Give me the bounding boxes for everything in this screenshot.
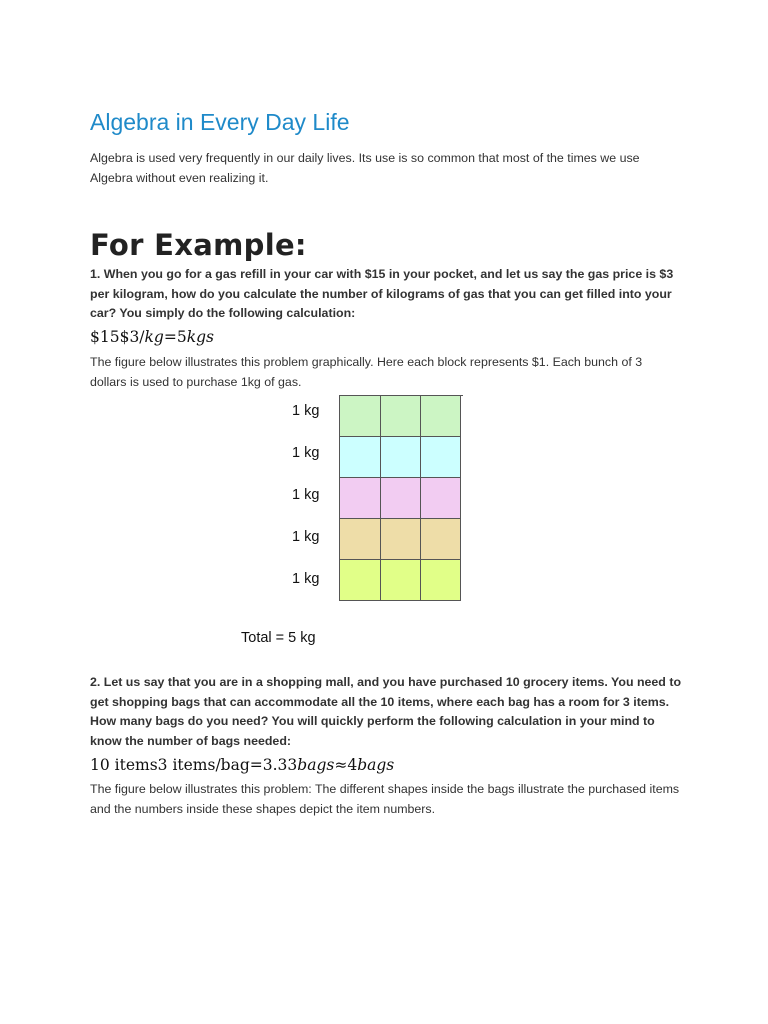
dollar-block bbox=[381, 560, 421, 601]
gas-blocks-figure bbox=[230, 392, 490, 654]
page-title: Algebra in Every Day Life bbox=[90, 109, 350, 135]
dollar-block bbox=[381, 519, 421, 560]
formula-part: =5 bbox=[163, 328, 187, 346]
dollar-block-grid bbox=[339, 395, 463, 601]
example-heading: For Example: bbox=[90, 228, 307, 262]
example2-question: 2. Let us say that you are in a shopping mall, and you have purchased 10 grocery items. You need to get shopping bags that can accommodate all the 10 items, where each bag has a room for 3 items. How many bags do you need? You will quickly perform the following calculation in your mind to know the number of bags needed: bbox=[90, 675, 682, 748]
row-label: 1 kg bbox=[292, 445, 320, 461]
dollar-block bbox=[340, 396, 381, 437]
example1-question: 1. When you go for a gas refill in your car with $15 in your pocket, and let us say the gas price is $3 per kilogram, how do you calculate the number of kilograms of gas that you can get filled into your car? You simply do the following calculation: bbox=[90, 267, 674, 320]
formula-part: kg bbox=[144, 328, 164, 346]
dollar-block bbox=[381, 437, 421, 478]
formula-part: bags bbox=[357, 756, 395, 774]
intro-paragraph: Algebra is used very frequently in our daily lives. Its use is so common that most of the times we use Algebra without even realizing it. bbox=[90, 151, 640, 185]
dollar-block bbox=[340, 478, 381, 519]
block-row bbox=[340, 478, 463, 519]
block-row bbox=[340, 560, 463, 601]
figure-total: Total = 5 kg bbox=[241, 630, 316, 646]
example2-formula bbox=[90, 756, 394, 774]
dollar-block bbox=[340, 519, 381, 560]
block-row bbox=[340, 519, 463, 560]
formula-part: kgs bbox=[186, 328, 214, 346]
row-label: 1 kg bbox=[292, 487, 320, 503]
dollar-block bbox=[421, 519, 461, 560]
row-label: 1 kg bbox=[292, 571, 320, 587]
dollar-block bbox=[421, 478, 461, 519]
example1-formula bbox=[90, 328, 214, 346]
formula-part: ≈4 bbox=[334, 756, 358, 774]
dollar-block bbox=[421, 437, 461, 478]
block-row bbox=[340, 396, 463, 437]
dollar-block bbox=[421, 560, 461, 601]
example1-description: The figure below illustrates this problem graphically. Here each block represents $1. Each bunch of 3 dollars is used to purchase 1kg of gas. bbox=[90, 355, 643, 389]
row-label: 1 kg bbox=[292, 529, 320, 545]
formula-part: bags bbox=[297, 756, 335, 774]
dollar-block bbox=[421, 396, 461, 437]
dollar-block bbox=[340, 437, 381, 478]
dollar-block bbox=[381, 396, 421, 437]
formula-part: 10 items3 items/bag=3.33 bbox=[90, 756, 298, 774]
dollar-block bbox=[381, 478, 421, 519]
formula-part: $15$3/ bbox=[90, 328, 145, 346]
row-label: 1 kg bbox=[292, 403, 320, 419]
example2-description: The figure below illustrates this problem: The different shapes inside the bags illustrate the purchased items and the numbers inside these shapes depict the item numbers. bbox=[90, 782, 680, 816]
block-row bbox=[340, 437, 463, 478]
dollar-block bbox=[340, 560, 381, 601]
